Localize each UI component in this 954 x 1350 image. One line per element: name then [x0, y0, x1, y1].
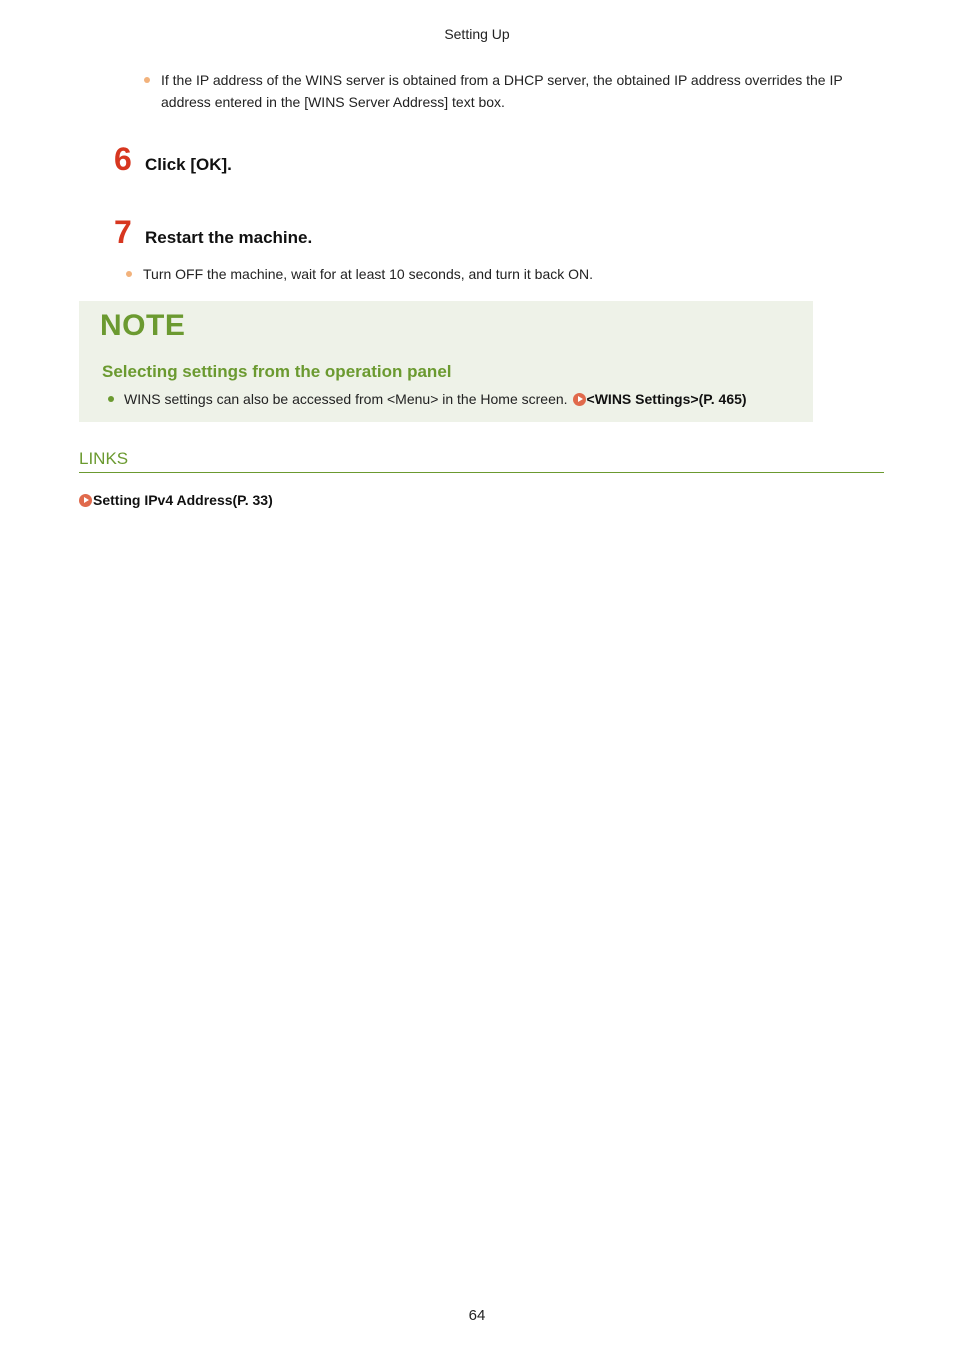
note-list-item — [108, 391, 747, 407]
step-7 — [114, 216, 312, 248]
links-divider — [79, 472, 884, 473]
note-bullet-text: WINS settings can also be accessed from <Menu> in the Home screen. — [124, 391, 568, 407]
wins-settings-link[interactable] — [573, 391, 747, 407]
bullet-text: If the IP address of the WINS server is obtained from a DHCP server, the obtained IP address overrides the IP address entered in the [WINS Server Address] text box. — [161, 72, 843, 110]
note-heading: NOTE — [100, 309, 186, 342]
arrow-circle-icon — [573, 393, 586, 406]
note-subheading: Selecting settings from the operation panel — [102, 362, 452, 381]
step-instruction: Click [OK]. — [145, 155, 232, 174]
note-box — [79, 301, 813, 422]
links-heading: LINKS — [79, 449, 129, 468]
step-6 — [114, 143, 232, 175]
step-number: 7 — [114, 214, 132, 250]
bullet-dot-icon — [126, 271, 132, 277]
link-text: Setting IPv4 Address(P. 33) — [93, 492, 273, 508]
arrow-circle-icon — [79, 494, 92, 507]
bullet-text: Turn OFF the machine, wait for at least 10 seconds, and turn it back ON. — [143, 266, 594, 282]
bullet-dot-icon — [144, 77, 150, 83]
setting-ipv4-address-link[interactable] — [79, 492, 273, 508]
bullet-dot-icon — [108, 396, 114, 402]
page-section-title: Setting Up — [444, 26, 510, 42]
list-item — [126, 263, 826, 285]
step-instruction: Restart the machine. — [145, 228, 313, 247]
list-item — [144, 69, 889, 113]
step-number: 6 — [114, 141, 132, 177]
page-number: 64 — [468, 1307, 486, 1324]
link-text: <WINS Settings>(P. 465) — [586, 391, 747, 407]
